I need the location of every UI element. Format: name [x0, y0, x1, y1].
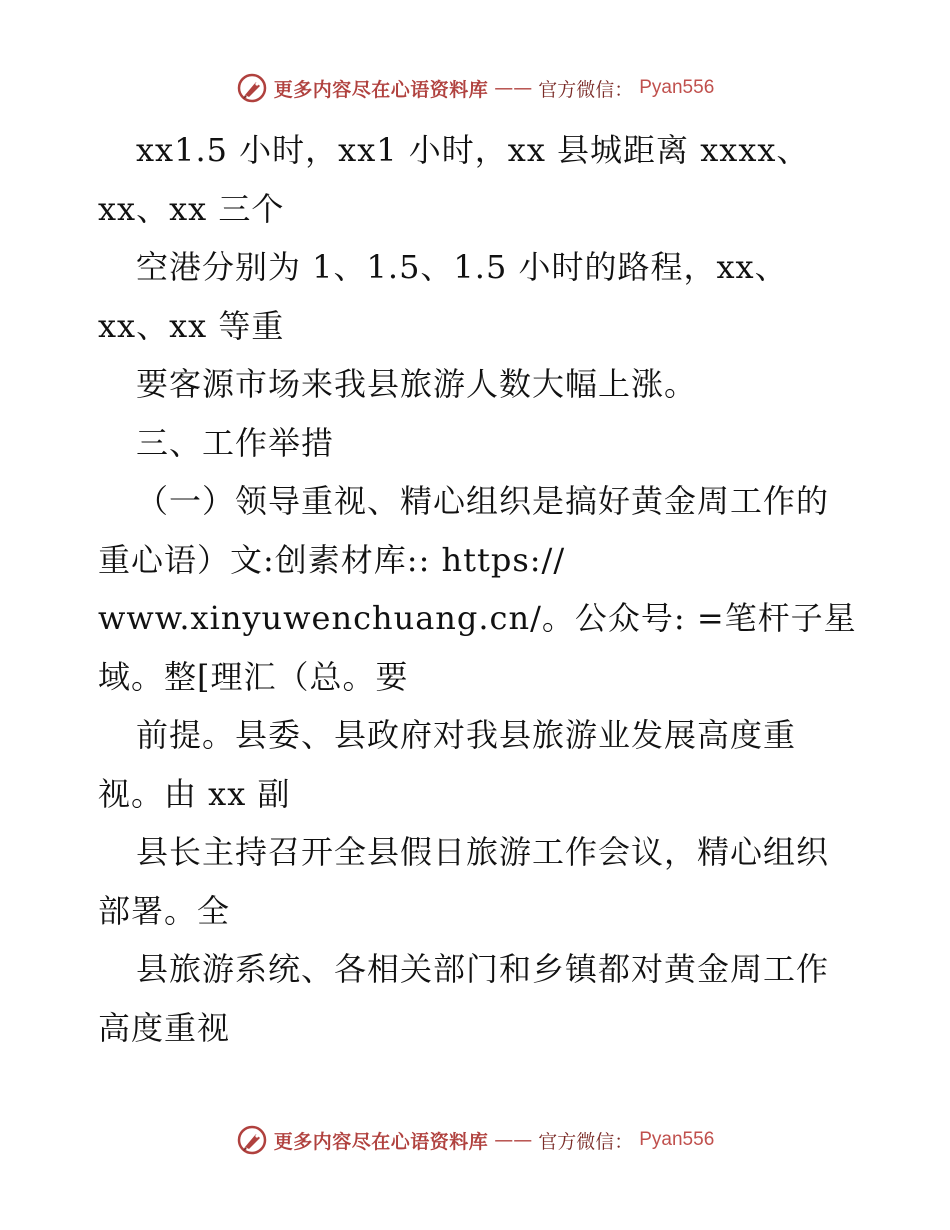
banner-wechat-id: Pyan556	[639, 77, 715, 98]
header-banner	[0, 72, 950, 104]
body-line: xx、xx 等重	[98, 306, 285, 345]
banner-wechat-label: 官方微信：	[538, 1130, 634, 1153]
body-line: 视。由 xx 副	[98, 774, 291, 813]
section-heading: 三、工作举措	[136, 423, 335, 462]
subsection-heading: （一）领导重视、精心组织是搞好黄金周工作的	[136, 482, 830, 520]
banner-main-text: 更多内容尽在心语资料库	[273, 1130, 489, 1153]
body-line: 域。整[理汇（总。要	[98, 657, 409, 696]
body-line: www.xinyuwenchuang.cn/。公众号: =笔杆子星	[98, 599, 857, 637]
body-line: 县长主持召开全县假日旅游工作会议，精心组织	[136, 833, 830, 871]
body-line: 要客源市场来我县旅游人数大幅上涨。	[136, 365, 698, 403]
body-line: 重心语）文:创素材库:: https://	[98, 540, 566, 579]
pen-nib-logo-icon	[236, 72, 268, 104]
banner-wechat-label: 官方微信：	[538, 78, 634, 101]
body-line: xx、xx 三个	[98, 189, 285, 228]
footer-banner	[0, 1124, 950, 1156]
banner-main-text: 更多内容尽在心语资料库	[273, 78, 489, 101]
document-body	[98, 121, 868, 1057]
body-line: 前提。县委、县政府对我县旅游业发展高度重	[136, 716, 797, 754]
body-line: 县旅游系统、各相关部门和乡镇都对黄金周工作	[136, 950, 830, 988]
body-line: 部署。全	[98, 891, 231, 930]
body-line: 空港分别为 1、1.5、1.5 小时的路程，xx、	[136, 248, 788, 286]
body-line: 高度重视	[98, 1008, 231, 1047]
pen-nib-logo-icon	[236, 1124, 268, 1156]
body-line: xx1.5 小时，xx1 小时，xx 县城距离 xxxx、	[136, 131, 810, 169]
banner-wechat-id: Pyan556	[639, 1129, 715, 1150]
banner-dash: ——	[494, 1129, 533, 1151]
banner-dash: ——	[494, 77, 533, 99]
